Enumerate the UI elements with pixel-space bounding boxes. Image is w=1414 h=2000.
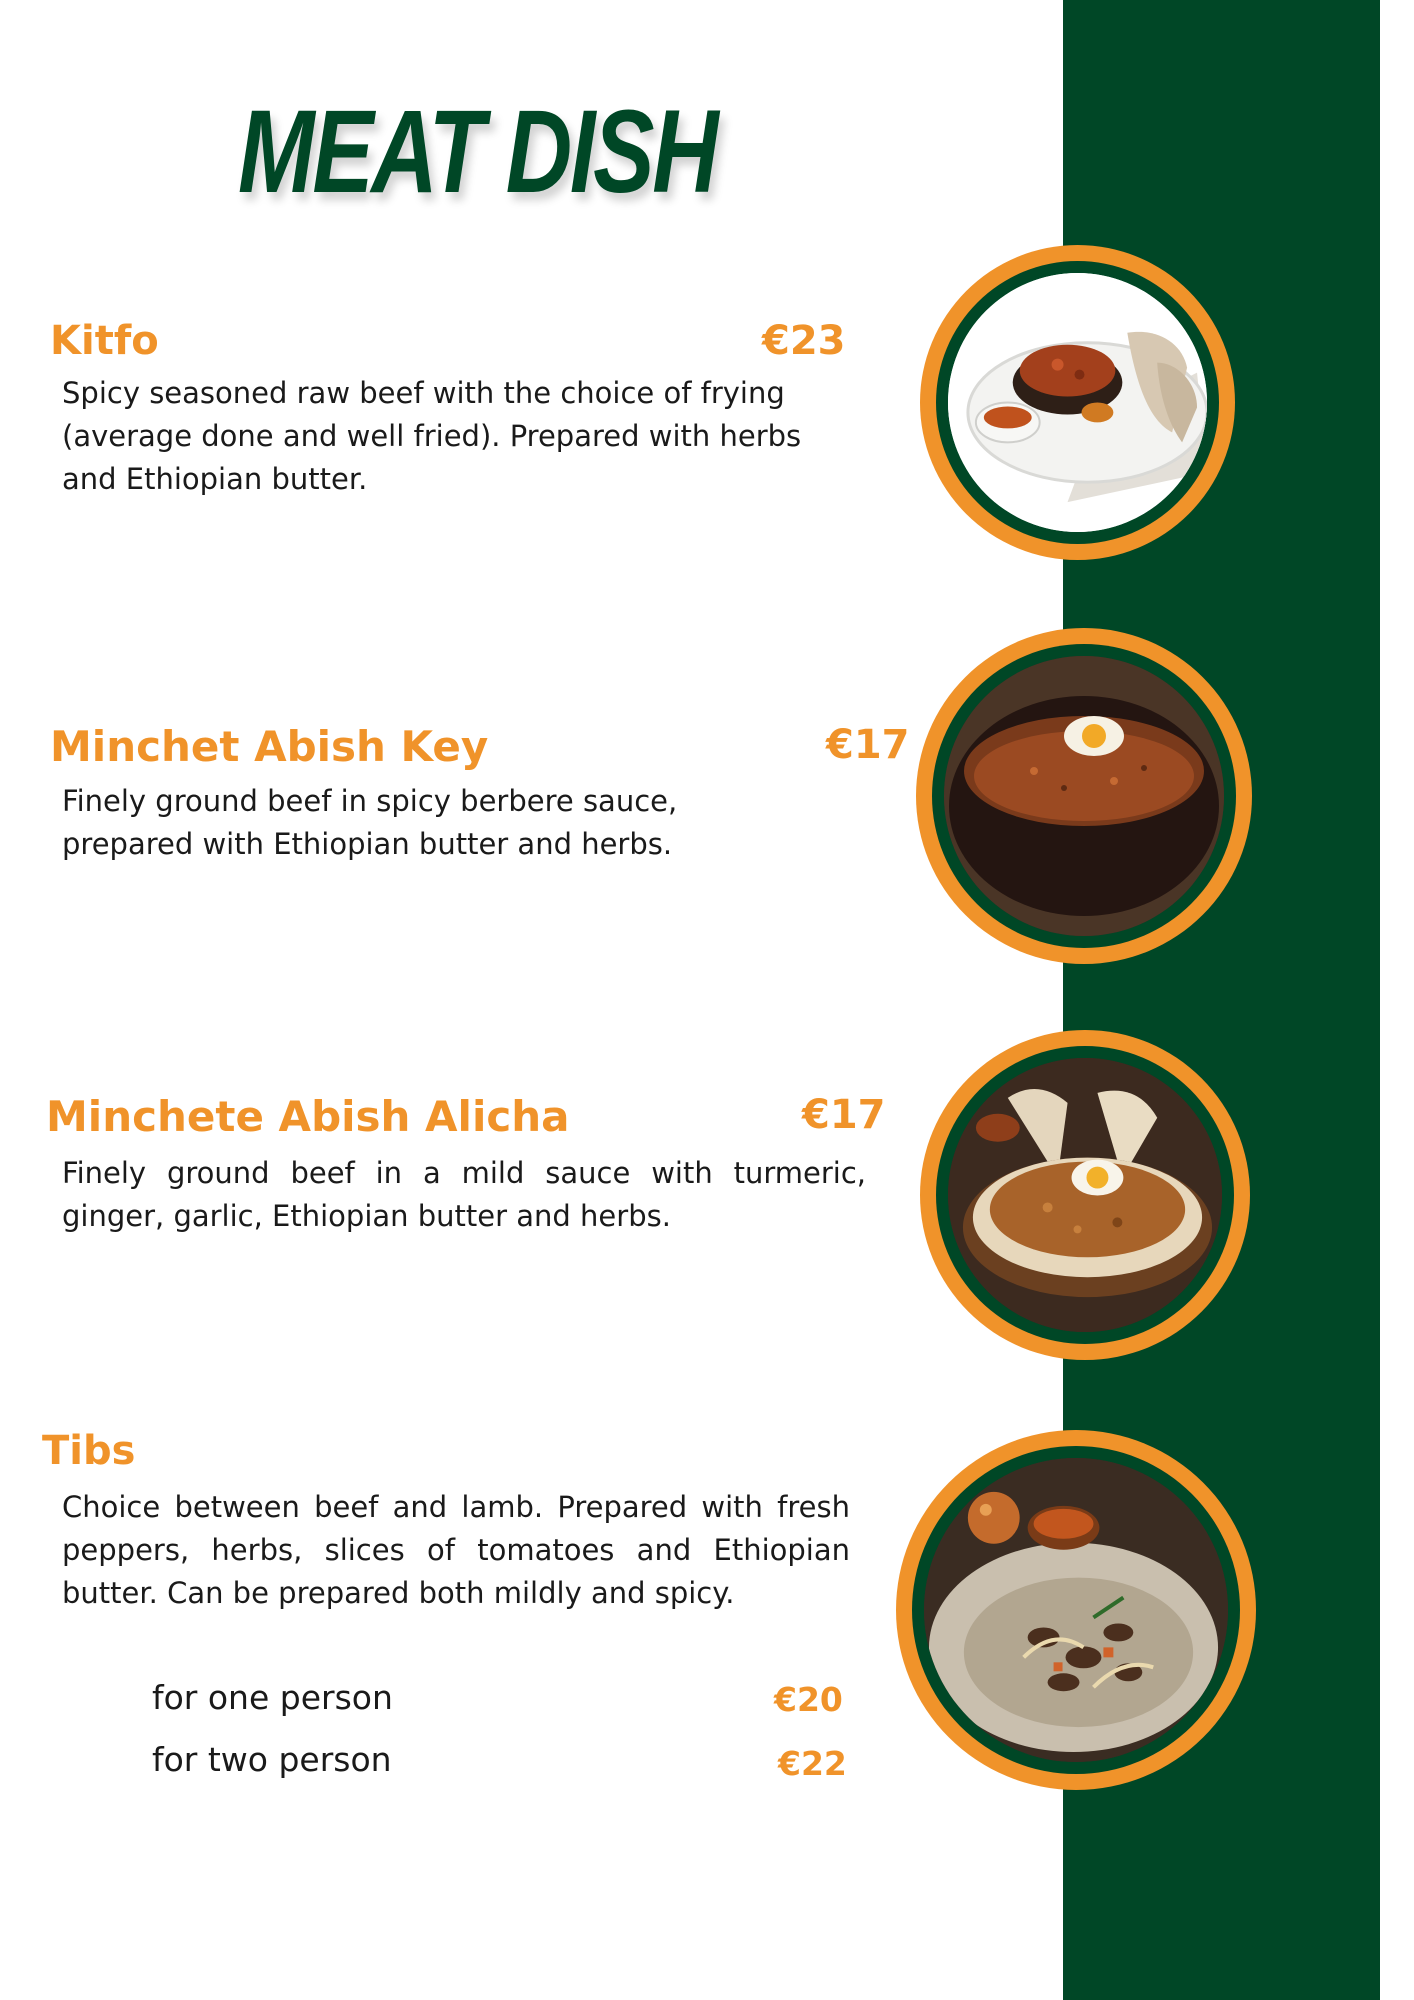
option-price-one-person: €20 — [774, 1680, 843, 1719]
option-label-one-person: for one person — [152, 1678, 393, 1717]
dish-name: Minchet Abish Key — [50, 722, 489, 771]
dish-description: Finely ground beef in a mild sauce with turmeric, ginger, garlic, Ethiopian butter and herbs. — [62, 1156, 866, 1233]
dish-price: €23 — [762, 318, 846, 364]
minchete-abish-alicha-dish-image — [920, 1030, 1250, 1360]
dish-name: Tibs — [42, 1428, 136, 1474]
page-title: MEAT DISH — [238, 86, 717, 218]
option-label-two-person: for two person — [152, 1740, 392, 1779]
dish-name: Kitfo — [50, 318, 159, 364]
kitfo-plate-illustration — [948, 273, 1207, 532]
dish-price: €17 — [802, 1092, 886, 1138]
dish-description: Choice between beef and lamb. Prepared with fresh peppers, herbs, slices of tomatoes and Ethiopian butter. Can be prepared both mildly and spicy. — [62, 1490, 850, 1610]
tibs-dish-image — [896, 1430, 1256, 1790]
dish-description: Finely ground beef in spicy berbere sauce, prepared with Ethiopian butter and herbs. — [62, 784, 678, 861]
minchet-abish-key-dish-image — [916, 628, 1252, 964]
dish-price: €17 — [826, 722, 910, 768]
kitfo-dish-image — [920, 245, 1235, 560]
minchete-abish-alicha-illustration — [948, 1058, 1222, 1332]
tibs-illustration — [924, 1458, 1228, 1762]
option-price-two-person: €22 — [778, 1744, 847, 1783]
minchet-abish-key-illustration — [944, 656, 1224, 936]
dish-name: Minchete Abish Alicha — [46, 1092, 570, 1141]
dish-description: Spicy seasoned raw beef with the choice of frying (average done and well fried). Prepared with herbs and Ethiopian butter. — [62, 376, 802, 496]
